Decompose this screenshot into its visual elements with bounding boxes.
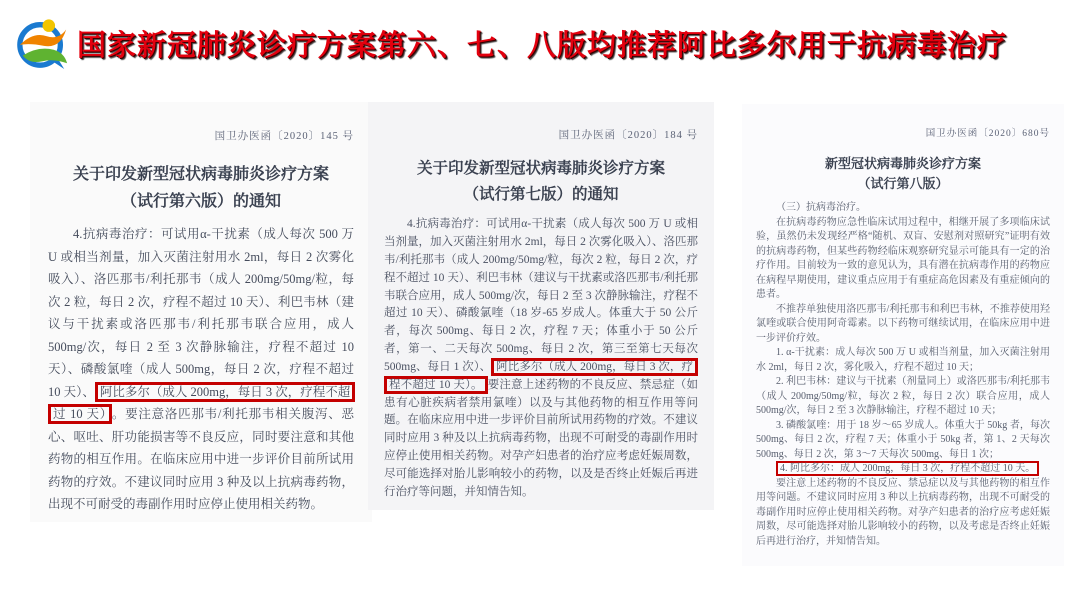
paragraph-text: 要注意上述药物的不良反应、禁忌症以及与其他药物的相互作用等问题。不建议同时应用 3 种以上抗病毒药物，出现不可耐受的毒副作用时应停止使用相关药物。对孕产妇患者的治疗应考虑妊娠周数，尽可能选择对胎儿影响较小的药物，以及考虑是否终止妊娠后再进行治疗，并知情告知。 [756,477,1050,547]
paragraph-text: 4.抗病毒治疗：可试用α-干扰素（成人每次 500 万 U 或相当剂量，加入灭菌注射用水 2ml，每日 2 次雾化吸入）、洛匹那韦/利托那韦（成人 200mg/50mg/粒，每次 2 粒，每日 2 次，疗程不超过 10 天）、利巴韦林（建议与干扰素或洛匹那韦/利托那韦联合应用，成人 500mg/次，每日 2 至 3 次静脉输注，疗程不超过 10 天）、磷酸氯喹（18 岁-65 岁成人。体重大于 50 公斤者，每次 500mg、每日 2 次，疗程 7 天；体重小于 50 公斤者，第一、二天每次 500mg、每日 2 次，第三至第七天每次 500mg、每日 1 次）、 [384,218,699,373]
arbidol-highlight-box: 阿比多尔（成人 200mg，每日 3 次，疗程不超过 10 天）。 [384,358,698,394]
document-paragraph [48,223,354,516]
arbidol-highlight-box: 阿比多尔（成人 200mg，每日 3 次，疗程不超过 10 天） [48,382,355,425]
document-title-line: （试行第七版）的通知 [463,185,619,203]
document-number: 国卫办医函〔2020〕184 号 [558,130,698,141]
document-paragraph [756,419,1050,463]
document-paragraph [384,216,698,501]
document-body [756,201,1050,549]
document-body [48,223,354,516]
slide-header [14,16,1007,70]
paragraph-text: 要注意上述药物的不良反应、禁忌症（如患有心脏疾病者禁用氯喹）以及与其他药物的相互作用等问题。在临床应用中进一步评价目前所试用药物的疗效。不建议同时应用 3 种及以上抗病毒药物，出现不可耐受的毒副作用时应停止使用相关药物。对孕产妇患者的治疗应考虑妊娠周数，尽可能选择对胎儿影响较小的药物，以及是否终止妊娠后再进行治疗等问题，并知情告知。 [384,378,699,498]
page-title: 国家新冠肺炎诊疗方案第六、七、八版均推荐阿比多尔用于抗病毒治疗 [77,29,1008,62]
document-paragraph [756,201,1050,216]
document-page [30,102,372,522]
document-page [368,102,714,510]
paragraph-text: 在抗病毒药物应急性临床试用过程中，相继开展了多项临床试验，虽然仍未发现经严格“随机、双盲、安慰剂对照研究”证明有效的抗病毒药物，但某些药物经临床观察研究显示可能具有一定的治疗作用。目前较为一致的意见认为，具有潜在抗病毒作用的药物应在病程早期使用，建议重点应用于有重症高危因素及有重症倾向的患者。 [756,216,1050,301]
document-paragraph [756,216,1050,303]
document-paragraph [756,477,1050,550]
document-title [756,154,1050,194]
document-paragraph [756,346,1050,375]
document-title [384,156,698,207]
document-number: 国卫办医函〔2020〕145 号 [214,131,354,142]
document-paragraph [756,375,1050,419]
document-number: 国卫办医函〔2020〕680号 [925,129,1050,139]
document-title-line: （试行第六版）的通知 [120,193,281,211]
paragraph-text: 不推荐单独使用洛匹那韦/利托那韦和利巴韦林，不推荐使用羟氯喹或联合使用阿奇霉素。以下药物可继续试用，在临床应用中进一步评价疗效。 [756,303,1050,344]
document-page [742,104,1064,566]
document-paragraph [756,303,1050,347]
paragraph-text: （三）抗病毒治疗。 [776,202,866,214]
paragraph-text: 2. 利巴韦林：建议与干扰素（剂量同上）或洛匹那韦/利托那韦（成人 200mg/50mg/粒，每次 2 粒，每日 2 次）联合应用，成人 500mg/次，每日 2 至 3 次静脉输注，疗程不超过 10 天； [756,376,1050,417]
paragraph-text: 1. α-干扰素：成人每次 500 万 U 或相当剂量，加入灭菌注射用水 2ml，每日 2 次，雾化吸入，疗程不超过 10 天； [756,347,1050,373]
document-title [48,161,354,215]
runner-figure-logo-icon [14,16,72,70]
paragraph-text: 4.抗病毒治疗：可试用α-干扰素（成人每次 500 万 U 或相当剂量，加入灭菌注射用水 2ml，每日 2 次雾化吸入）、洛匹那韦/利托那韦（成人 200mg/50mg/粒，每次 2 粒，每日 2 次，疗程不超过 10 天）、利巴韦林（建议与干扰素或洛匹那韦/利托那韦联合应用，成人 500mg/次，每日 2 至 3 次静脉输注，疗程不超过 10 天）、磷酸氯喹（成人 500mg，每日 2 次，疗程不超过 10 天）、 [48,227,354,399]
document-title-line: 关于印发新型冠状病毒肺炎诊疗方案 [416,160,665,178]
paragraph-text: 。要注意洛匹那韦/利托那韦相关腹泻、恶心、呕吐、肝功能损害等不良反应，同时要注意和其他药物的相互作用。在临床应用中进一步评价目前所试用药物的疗效。不建议同时应用 3 种及以上抗病毒药物，出现不可耐受的毒副作用时应停止使用相关药物。 [48,407,354,512]
document-body [384,216,698,501]
paragraph-text: 3. 磷酸氯喹：用于 18 岁～65 岁成人。体重大于 50kg 者，每次 500mg、每日 2 次，疗程 7 天；体重小于 50kg 者，第 1、2 天每次 500mg、每日 2 次，第 3～7 天每次 500mg、每日 1 次； [756,419,1050,460]
document-paragraph [756,462,1050,477]
arbidol-highlight-box: 4. 阿比多尔：成人 200mg，每日 3 次，疗程不超过 10 天。 [776,461,1039,476]
document-title-line: 新型冠状病毒肺炎诊疗方案 [824,155,981,171]
document-title-line: 关于印发新型冠状病毒肺炎诊疗方案 [72,165,329,183]
document-title-line: （试行第八版） [857,175,949,191]
